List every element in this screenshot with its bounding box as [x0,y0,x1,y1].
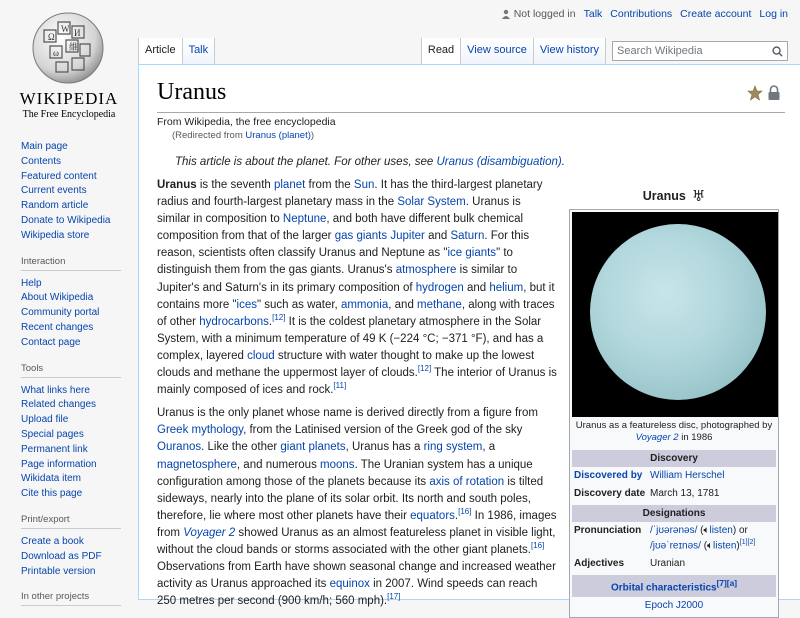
tab-view-source[interactable]: View source [461,38,534,64]
not-logged-in-label: Not logged in [513,8,576,20]
sidebar-item-store[interactable]: Wikipedia store [21,229,90,241]
citation-12b[interactable]: [12] [417,364,432,374]
featured-article-star-icon[interactable] [747,85,763,101]
svg-text:ω: ω [53,48,59,58]
sidebar-item-cite-this-page[interactable]: Cite this page [21,488,83,500]
link-voyager-2[interactable]: Voyager 2 [183,526,236,539]
sidebar-tools [21,363,138,502]
link-saturn[interactable]: Saturn [450,230,485,243]
link-jupiter[interactable]: Jupiter [390,230,425,243]
tab-article[interactable]: Article [138,38,183,64]
link-neptune[interactable]: Neptune [282,213,327,226]
link-solar-system[interactable]: Solar System [397,196,466,209]
user-icon [501,9,511,19]
sidebar-item-featured-content[interactable]: Featured content [21,170,97,182]
citation-12[interactable]: [12] [272,312,286,322]
page-title: Uranus [157,79,227,105]
sidebar-interaction [21,256,138,351]
wikipedia-wordmark: WIKIPEDIA [19,89,119,108]
link-ice-giants[interactable]: ice giants [447,247,497,260]
uranus-image[interactable] [572,212,778,417]
image-caption [572,417,776,448]
hatnote-text: This article is about the planet. For other uses, see [175,156,437,168]
speaker-icon[interactable]: 🔈︎ [707,540,714,552]
sidebar-item-download-pdf[interactable]: Download as PDF [21,550,102,562]
link-atmosphere[interactable]: atmosphere [395,264,457,277]
link-ring-system[interactable]: ring system [423,441,483,454]
protection-lock-icon[interactable] [767,85,781,101]
sidebar-item-printable-version[interactable]: Printable version [21,565,96,577]
citation-16[interactable]: [16] [458,506,472,516]
redirect-note [172,130,314,141]
personal-tools [501,8,788,20]
infobox-title-text: Uranus [642,189,686,203]
citation-16b[interactable]: [16] [530,541,545,551]
sidebar-other-projects [21,591,138,606]
speaker-icon[interactable]: 🔈︎ [703,525,710,536]
link-planet[interactable]: planet [273,179,306,191]
link-hydrogen[interactable]: hydrogen [415,281,464,294]
citation-17[interactable]: [17] [387,592,401,602]
article-body [157,177,557,616]
link-gas-giants[interactable]: gas giants [334,230,388,243]
listen-link-2[interactable]: listen [713,540,737,552]
hatnote-link[interactable]: Uranus (disambiguation) [436,156,562,168]
discovery-date-label: Discovery date [574,488,646,499]
pronunciation-refs[interactable]: [1][2] [739,539,756,546]
link-hydrocarbons[interactable]: hydrocarbons [199,315,269,328]
sidebar-print-export [21,514,138,579]
sidebar-item-upload-file[interactable]: Upload file [21,414,69,426]
wikipedia-tagline: The Free Encyclopedia [22,109,116,120]
orbital-refs[interactable]: [7][a] [716,578,737,589]
lead-paragraph-2: Uranus is the only planet whose name is derived directly from a figure from Greek mythology, from the Latinised version of the Greek god of the sky Ouranos. Like the other giant planets, Uranus has a ring system, a magnetosphere, and numerous moons. The Uranian system has a unique configuration among those of the planets because its axis of rotation is tilted sideways, nearly into the plane of its solar orbit. Its north and south poles, therefore, lie where most other planets have their equators.[16] In 1986, images from Voyager 2 showed Uranus as an almost featureless planet in visible light, without the cloud bands or storms associated with the other giant planets.[16] Observations from Earth have shown seasonal change and increased weather activity as Uranus approached its equinox in 2007. Wind speeds can reach 250 metres per second (900 km/h; 560 mph).[17] [157,407,557,608]
svg-text:И: И [74,28,81,38]
interaction-header: Interaction [21,256,121,271]
redirect-prefix: (Redirected from [172,130,246,141]
sidebar-item-community-portal[interactable]: Community portal [21,307,100,319]
tab-view-history[interactable]: View history [534,38,606,64]
adjectives-value: Uranian [650,558,686,570]
not-logged-in [501,8,576,20]
pronunciation-value: /ˈjʊərənəs/ (🔈︎listen) or /jʊəˈreɪnəs/ (🔈︎listen)[1][2] [650,525,756,552]
link-giant-planets[interactable]: giant planets [280,441,346,454]
wikipedia-logo[interactable] [0,0,138,130]
site-subtitle: From Wikipedia, the free encyclopedia [157,116,336,128]
caption-voyager-link[interactable]: Voyager 2 [635,432,679,443]
content-area [138,64,800,611]
sidebar-item-recent-changes[interactable]: Recent changes [21,321,94,333]
discovery-date-row [572,485,776,503]
search-icon[interactable] [772,46,783,57]
contributions-link[interactable]: Contributions [610,8,673,20]
link-methane[interactable]: methane [417,298,462,311]
pronunciation-label: Pronunciation [574,525,642,536]
page-indicators [747,85,781,101]
title-divider [157,112,785,113]
link-moons[interactable]: moons [320,458,355,471]
view-tabs [421,38,800,64]
sidebar-item-contents[interactable]: Contents [21,155,62,167]
infobox [569,177,779,618]
pronunciation-row [572,522,776,555]
create-account-link[interactable]: Create account [680,8,752,20]
discovered-by-value[interactable]: William Herschel [650,470,725,481]
sidebar-item-help[interactable]: Help [21,277,42,289]
link-axis-of-rotation[interactable]: axis of rotation [429,475,505,488]
print-export-header: Print/export [21,514,121,529]
redirect-suffix: ) [310,130,315,141]
sidebar-item-about[interactable]: About Wikipedia [21,292,94,304]
sidebar-item-current-events[interactable]: Current events [21,185,87,197]
link-magnetosphere[interactable]: magnetosphere [157,458,237,471]
pronunciation-ipa-2[interactable]: /jʊəˈreɪnəs/ [650,540,701,552]
tab-talk[interactable]: Talk [183,38,216,64]
sidebar-item-special-pages[interactable]: Special pages [21,428,84,440]
discovered-by-label[interactable]: Discovered by [574,470,643,481]
link-ammonia[interactable]: ammonia [340,298,389,311]
namespace-tabs [138,38,215,64]
sidebar-item-related-changes[interactable]: Related changes [21,399,97,411]
sidebar-navigation [21,140,138,244]
sidebar-item-donate[interactable]: Donate to Wikipedia [21,214,111,226]
link-equators[interactable]: equators [410,509,455,522]
discovery-date-value: March 13, 1781 [650,488,720,499]
svg-text:Ω: Ω [48,32,55,42]
talk-link[interactable]: Talk [583,8,603,20]
uranus-symbol-icon: ♅ [691,187,706,205]
pronunciation-ipa-1[interactable]: /ˈjʊərənəs/ [650,525,698,536]
log-in-link[interactable]: Log in [759,8,788,20]
sidebar-item-page-information[interactable]: Page information [21,458,97,470]
link-equinox[interactable]: equinox [329,578,370,591]
link-ices[interactable]: ices [236,298,257,311]
epoch-link[interactable]: Epoch J2000 [644,599,704,611]
link-greek-mythology[interactable]: Greek mythology [157,424,244,437]
sidebar [0,140,138,618]
adjectives-row [572,555,776,573]
search-placeholder: Search Wikipedia [617,45,703,57]
link-helium[interactable]: helium [489,281,524,294]
tab-read[interactable]: Read [421,38,461,64]
tools-header: Tools [21,363,121,378]
wikipedia-globe-icon [30,10,106,86]
lead-paragraph-1: Uranus is the seventh planet from the Sun. It has the third-largest planetary radius and fourth-largest planetary mass in the Solar System. Uranus is similar in composition to Neptune, and both have different bulk chemical composition from that of the larger gas giants Jupiter and Saturn. For this reason, scientists often classify Uranus and Neptune as "ice giants" to distinguish them from the gas giants. Uranus's atmosphere is similar to Jupiter's and Saturn's in its primary composition of hydrogen and helium, but it contains more "ices" such as water, ammonia, and methane, along with traces of other hydrocarbons.[12] It is the coldest planetary atmosphere in the Solar System, with a minimum temperature of 49 K (−224 °C; −371 °F), and has a complex, layered cloud structure with water thought to make up the lowest clouds and methane the uppermost layer of clouds.[12] The interior of Uranus is mainly composed of ices and rock.[11] [157,179,557,397]
orbital-header [572,575,776,596]
link-sun[interactable]: Sun [353,179,375,191]
sidebar-item-permanent-link[interactable]: Permanent link [21,443,88,455]
listen-link-1[interactable]: listen [709,525,733,536]
infobox-table [569,209,779,618]
caption-end: in 1986 [678,432,713,443]
hatnote-end: . [561,156,565,168]
citation-11[interactable]: [11] [333,381,347,391]
sidebar-item-main-page[interactable]: Main page [21,141,68,152]
sidebar-item-random-article[interactable]: Random article [21,200,89,212]
hatnote [175,156,565,168]
uranus-planet-disc [590,224,766,400]
designations-header: Designations [572,505,776,522]
redirect-link[interactable]: Uranus (planet) [245,130,311,141]
orbital-characteristics-link[interactable]: Orbital characteristics [611,582,717,594]
discovery-header: Discovery [572,450,776,467]
search-input[interactable] [612,41,788,61]
link-cloud[interactable]: cloud [247,349,275,362]
infobox-title [569,185,779,207]
sidebar-item-contact-page[interactable]: Contact page [21,336,81,348]
link-ouranos[interactable]: Ouranos [157,441,202,454]
other-projects-header: In other projects [21,591,121,606]
sidebar-item-create-book[interactable]: Create a book [21,535,84,547]
caption-text: Uranus as a featureless disc, photographed by [575,420,773,431]
adjectives-label: Adjectives [574,558,625,570]
discovered-by-row [572,467,776,485]
svg-text:維: 維 [69,42,79,52]
svg-text:W: W [61,24,70,34]
sidebar-item-wikidata-item[interactable]: Wikidata item [21,473,82,485]
pronunciation-or: or [736,525,748,536]
epoch-row [572,597,776,615]
sidebar-item-what-links-here[interactable]: What links here [21,384,90,396]
